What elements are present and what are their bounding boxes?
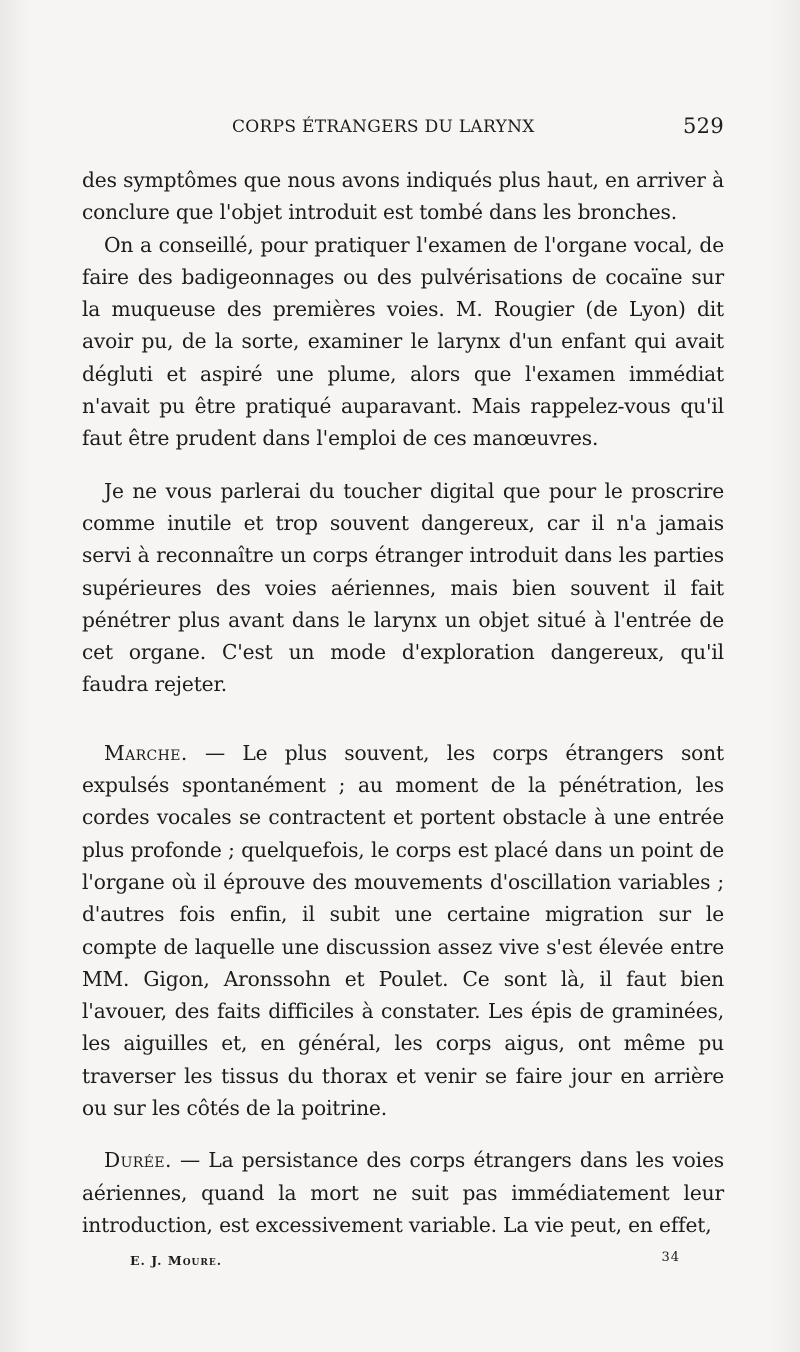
paragraph-toucher-digital: Je ne vous parlerai du toucher digital que pour le proscrire comme inutile et trop souvent dangereux, car il n'a jamais servi à reconnaître un corps étranger introduit dans les parties supérieures des voies aériennes, mais bien souvent il fait pénétrer plus avant dans le larynx un objet situé à l'entrée de cet organe. C'est un mode d'exploration dangereux, qu'il faudra rejeter. — [82, 478, 724, 697]
section-duree — [82, 1144, 724, 1241]
section-text-duree: — La persistance des corps étrangers dans les voies aériennes, quand la mort ne suit pas immédiatement leur introduction, est excessivement variable. La vie peut, en effet, — [82, 1148, 724, 1237]
paragraph-cocaine: On a conseillé, pour pratiquer l'examen de l'organe vocal, de faire des badigeonnages ou des pulvérisations de cocaïne sur la muqueuse des premières voies. M. Rougier (de Lyon) dit avoir pu, de la sorte, examiner le larynx d'un enfant qui avait dégluti et aspiré une plume, alors que l'examen immédiat n'avait pu être pratiqué auparavant. Mais rappelez-vous qu'il faut être prudent dans l'emploi de ces manœuvres. — [82, 232, 724, 451]
paragraph-continued: des symptômes que nous avons indiqués plus haut, en arriver à conclure que l'objet introduit est tombé dans les bronches. — [82, 168, 724, 225]
section-marche — [82, 737, 724, 1125]
section-heading-marche: Marche. — [104, 740, 188, 765]
body-text — [82, 164, 724, 1241]
page-footer — [130, 1250, 680, 1268]
sheet-number: 34 — [661, 1250, 680, 1265]
section-text-marche: — Le plus souvent, les corps étrangers sont expulsés spontanément ; au moment de la pénétration, les cordes vocales se contractent et portent obstacle à une entrée plus profonde ; quelquefois, le corps est placé dans un point de l'organe où il éprouve des mouvements d'oscillation variables ; d'autres fois enfin, il subit une certaine migration sur le compte de laquelle une discussion assez vive s'est élevée entre MM. Gigon, Aronssohn et Poulet. Ce sont là, il faut bien l'avouer, des faits difficiles à constater. Les épis de graminées, les aiguilles et, en général, les corps aigus, ont même pu traverser les tissus du thorax et venir se faire jour en arrière ou sur les côtés de la poitrine. — [82, 740, 724, 1121]
signature-mark: E. J. Moure. — [130, 1253, 223, 1268]
running-title: CORPS ÉTRANGERS DU LARYNX — [232, 117, 535, 137]
section-heading-duree: Durée. — [104, 1148, 172, 1173]
page-number: 529 — [683, 114, 724, 138]
